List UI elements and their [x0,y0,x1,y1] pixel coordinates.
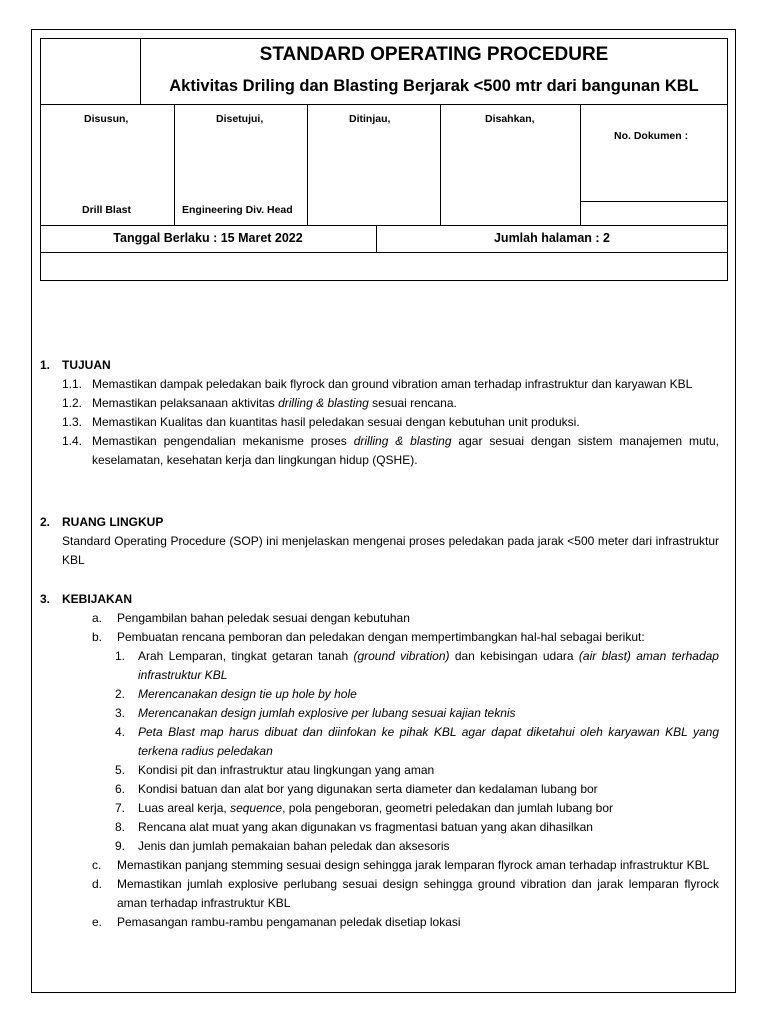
sign-label-disetujui: Disetujui, [216,113,264,125]
sign-divider-3 [440,104,441,225]
doc-number-label: No. Dokumen : [614,130,689,142]
sub-list-item: 3. Merencanakan design jumlah explosive per lubang sesuai kajian teknis [115,706,516,720]
sub-list-item: 1. Arah Lemparan, tingkat getaran tanah (ground vibration) dan kebisingan udara (air blast) aman terhadap infrastruktur KBL [115,649,719,682]
section-ruang-lingkup [40,513,719,570]
sub-list-item: 6. Kondisi batuan dan alat bor yang digunakan serta diameter dan kedalaman lubang bor [115,782,598,796]
section-title: RUANG LINGKUP [62,515,164,529]
list-item: d. Memastikan jumlah explosive perlubang sesuai design sehingga ground vibration dan jarak lemparan flyrock aman terhadap infrastruktur KBL [92,877,719,910]
sub-list-item: 4. Peta Blast map harus dibuat dan diinfokan ke pihak KBL agar dapat diketahui oleh karyawan KBL yang terkena radius peledakan [115,725,719,758]
list-item: 1.4. Memastikan pengendalian mekanisme proses drilling & blasting agar sesuai dengan sistem manajemen mutu, keselamatan, kesehatan kerja dan lingkungan hidup (QSHE). [62,434,720,467]
sign-divider-1 [174,104,175,225]
date-row-bottom [40,252,728,253]
sign-label-disusun: Disusun, [84,113,129,125]
list-item: e. Pemasangan rambu-rambu pengamanan peledak disetiap lokasi [92,915,461,929]
sub-list-item: 2. Merencanakan design tie up hole by hole [115,687,357,701]
section-number: 1. [40,358,51,372]
document-title: STANDARD OPERATING PROCEDURE [259,44,609,65]
effective-date: Tanggal Berlaku : 15 Maret 2022 [113,231,303,245]
section-title: KEBIJAKAN [62,592,133,606]
section-kebijakan [40,590,719,932]
sign-divider-4 [580,104,581,225]
section-heading [40,513,719,532]
list-item: b. Pembuatan rencana pemboran dan peledakan dengan mempertimbangkan hal-hal sebagai berikut: [92,630,645,644]
sign-divider-2 [307,104,308,225]
list-item: c. Memastikan panjang stemming sesuai design sehingga jarak lemparan flyrock aman terhadap infrastruktur KBL [92,858,710,872]
sign-label-ditinjau: Ditinjau, [349,113,391,125]
sub-list-item: 8. Rencana alat muat yang akan digunakan vs fragmentasi batuan yang akan dihasilkan [115,820,593,834]
sign-label-disahkan: Disahkan, [485,113,535,125]
section-heading [40,356,719,375]
document-subtitle: Aktivitas Driling dan Blasting Berjarak <500 mtr dari bangunan KBL [169,77,699,95]
sub-list-item: 9. Jenis dan jumlah pemakaian bahan peledak dan aksesoris [115,839,450,853]
paragraph: Standard Operating Procedure (SOP) ini menjelaskan mengenai proses peledakan pada jarak <500 meter dari infrastruktur KBL [62,534,719,567]
section-number: 3. [40,592,51,606]
doc-number-divider [580,201,728,202]
sign-role-engineering: Engineering Div. Head [182,204,293,216]
sub-list-item: 5. Kondisi pit dan infrastruktur atau lingkungan yang aman [115,763,435,777]
section-number: 2. [40,515,51,529]
section-heading [40,590,719,609]
sign-role-drill-blast: Drill Blast [82,204,132,216]
section-title: TUJUAN [62,358,111,372]
list-item: 1.1. Memastikan dampak peledakan baik flyrock dan ground vibration aman terhadap infrastruktur dan karyawan KBL [62,377,693,391]
sub-list-item: 7. Luas areal kerja, sequence, pola pengeboran, geometri peledakan dan jumlah lubang bor [115,801,614,815]
page-count: Jumlah halaman : 2 [493,231,610,245]
list-item: 1.2. Memastikan pelaksanaan aktivitas drilling & blasting sesuai rencana. [62,396,457,410]
list-item: a. Pengambilan bahan peledak sesuai dengan kebutuhan [92,611,410,625]
header-divider [40,104,728,105]
section-tujuan [40,356,719,470]
list-item: 1.3. Memastikan Kualitas dan kuantitas hasil peledakan sesuai dengan kebutuhan unit produksi. [62,415,580,429]
sign-row-bottom [40,225,728,226]
